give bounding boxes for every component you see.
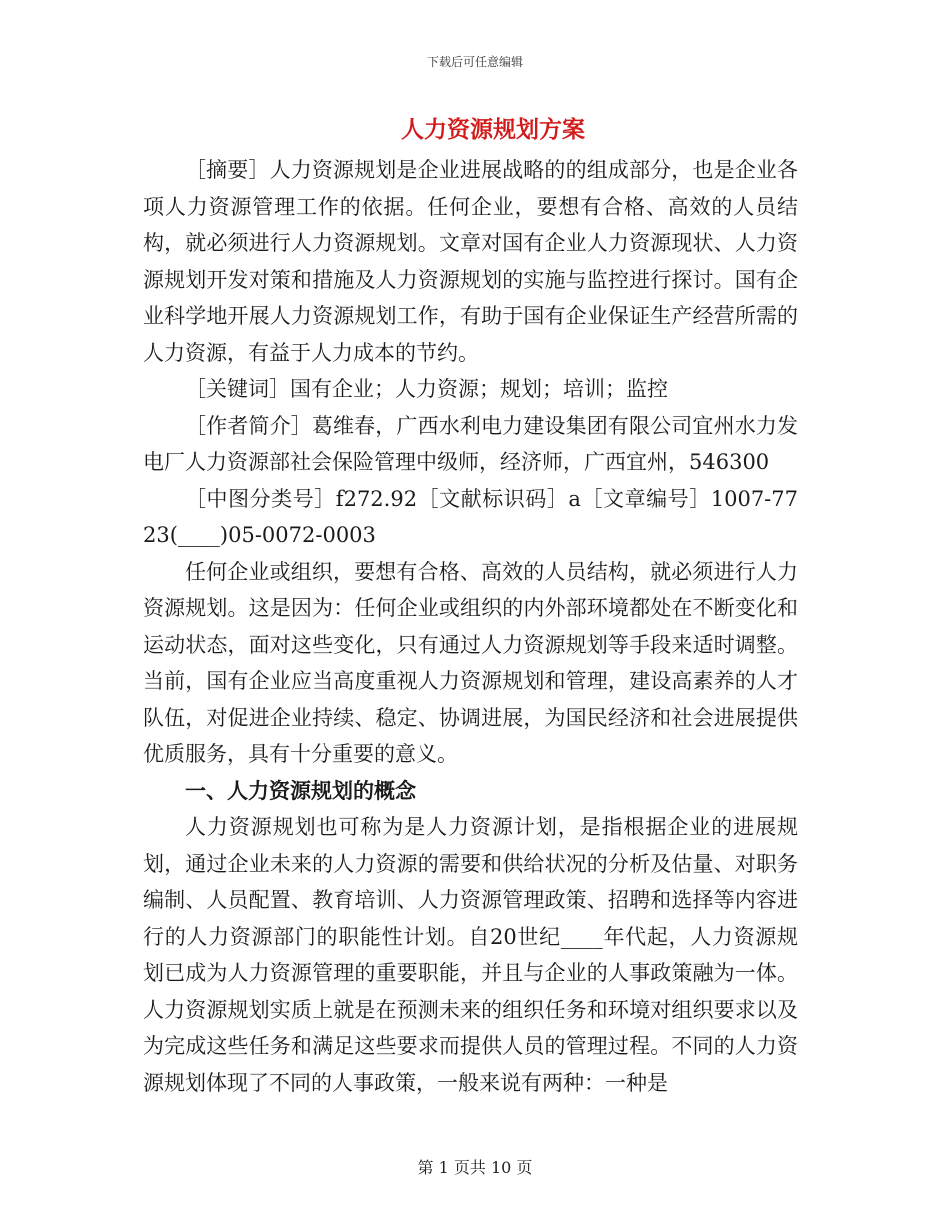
intro-paragraph: 任何企业或组织，要想有合格、高效的人员结构，就必须进行人力资源规划。这是因为：任何企业或组织的内外部环境都处在不断变化和运动状态，面对这些变化，只有通过人力资源规划等手段来适时调整。当前，国有企业应当高度重视人力资源规划和管理，建设高素养的人才队伍，对促进企业持续、稳定、协调进展，为国民经济和社会进展提供优质服务，具有十分重要的意义。 (143, 559, 798, 766)
page-footer-number: 第 1 页共 10 页 (417, 1158, 533, 1177)
section-heading: 一、人力资源规划的概念 (185, 777, 416, 803)
abstract-paragraph: ［摘要］人力资源规划是企业进展战略的的组成部分，也是企业各项人力资源管理工作的依据。任何企业，要想有合格、高效的人员结构，就必须进行人力资源规划。文章对国有企业人力资源现状、人力资源规划开发对策和措施及人力资源规划的实施与监控进行探讨。国有企业科学地开展人力资源规划工作，有助于国有企业保证生产经营所需的人力资源，有益于人力成本的节约。 (143, 158, 798, 365)
document-body (143, 112, 798, 1101)
keywords-paragraph: ［关键词］国有企业；人力资源；规划；培训；监控 (185, 377, 668, 401)
document-title: 人力资源规划方案 (401, 116, 585, 143)
classification-paragraph: ［中图分类号］f272.92［文献标识码］a［文章编号］1007-7723(____)05-0072-0003 (143, 486, 798, 547)
author-paragraph: ［作者简介］葛维春，广西水利电力建设集团有限公司宜州水力发电厂人力资源部社会保险管理中级师，经济师，广西宜州，546300 (143, 413, 798, 474)
page-header-note: 下载后可任意编辑 (426, 55, 523, 69)
section-paragraph: 人力资源规划也可称为是人力资源计划，是指根据企业的进展规划，通过企业未来的人力资源的需要和供给状况的分析及估量、对职务编制、人员配置、教育培训、人力资源管理政策、招聘和选择等内容进行的人力资源部门的职能性计划。自20世纪____年代起，人力资源规划已成为人力资源管理的重要职能，并且与企业的人事政策融为一体。人力资源规划实质上就是在预测未来的组织任务和环境对组织要求以及为完成这些任务和满足这些要求而提供人员的管理过程。不同的人力资源规划体现了不同的人事政策，一般来说有两种：一种是 (143, 815, 798, 1095)
